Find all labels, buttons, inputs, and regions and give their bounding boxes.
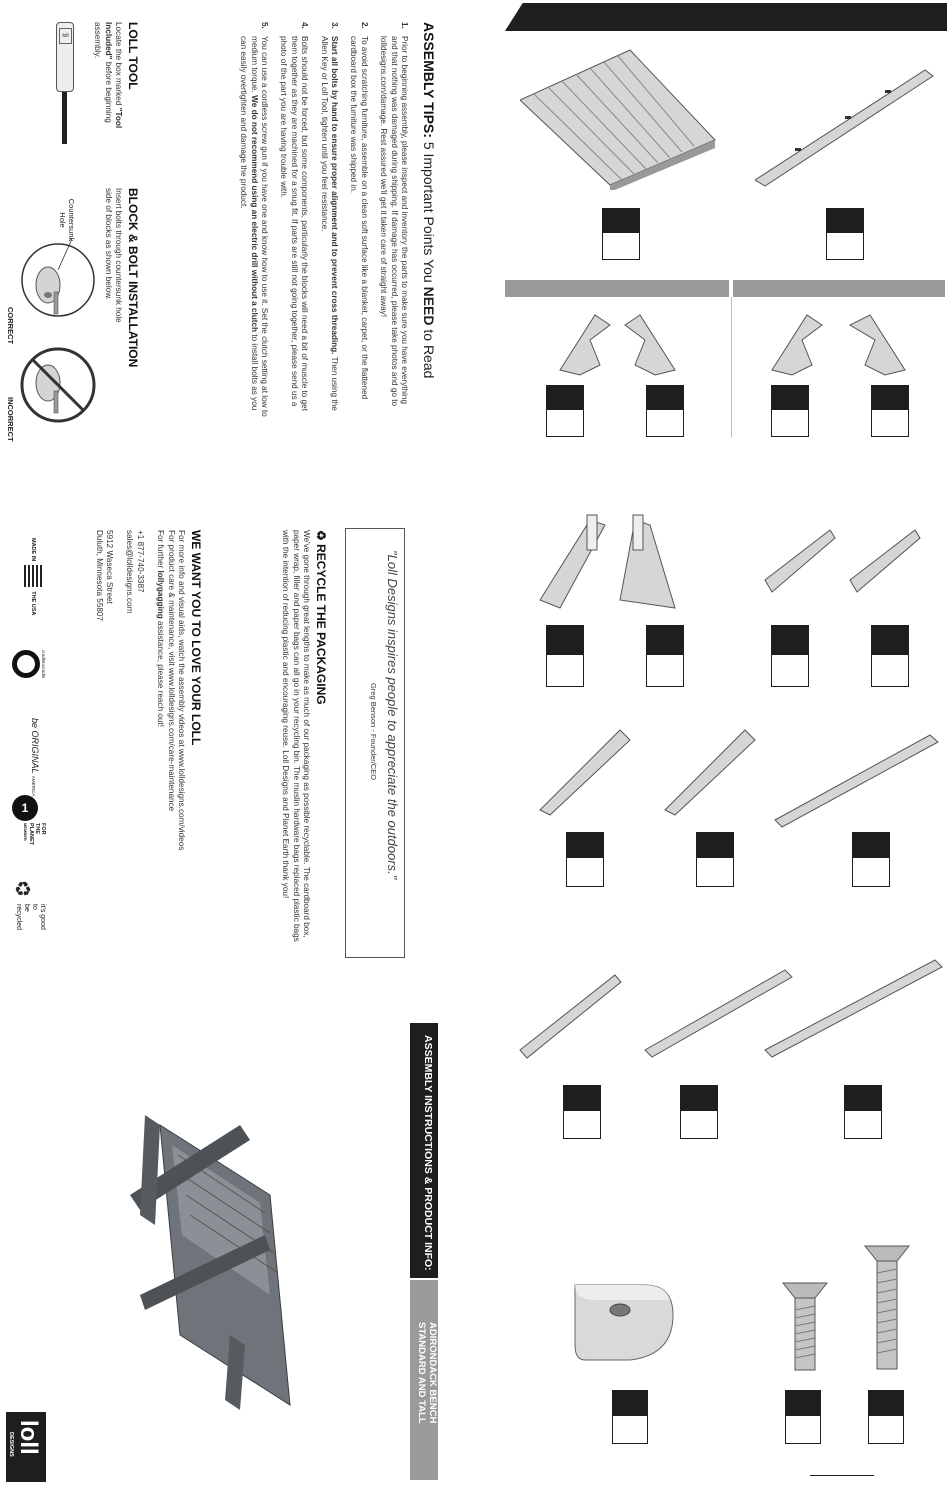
part-label <box>646 385 684 437</box>
part-label <box>868 1390 904 1444</box>
part-label <box>771 625 809 687</box>
tip-item: 5. You can use a cordless screw gun if you have one and know how to use it. Set the clutch setting at low to medium torque. We do not recommend using an electric drill without a clutch to install bolts as you can easily overtighten and damage the product. <box>239 22 269 417</box>
part-label <box>563 1085 601 1139</box>
recycle-title: RECYCLE THE PACKAGING <box>314 544 328 705</box>
category-bar-tall <box>733 280 945 297</box>
part-leg-b <box>615 510 695 610</box>
loll-tool-section <box>92 22 140 152</box>
part-label <box>566 832 604 887</box>
cradle-to-cradle-badge: cradletocradle <box>12 650 42 690</box>
tip-item: 1. Prior to beginning assembly, please inspect and inventory the parts to make sure you have everything and that nothing was damaged during shipping. If damage has occurred, please take photos and go to lolldesigns.com/damage. Rest assured we'll get it taken care of straight away! <box>379 22 409 407</box>
part-label <box>646 625 684 687</box>
address-line-2: Duluth, Minnesota 55807 <box>94 530 104 622</box>
loll-tool-logo: loll <box>59 28 72 44</box>
part-arm-b <box>845 520 925 600</box>
contact-phone: +1 877-740-3387 <box>135 530 145 593</box>
part-tapered-b <box>660 720 760 820</box>
quote-text: "Loll Designs inspires people to appreciate the outdoors." <box>385 550 400 880</box>
part-bolt-short <box>780 1280 830 1375</box>
usa-flag-icon <box>24 565 42 587</box>
recycle-text: We've gone through great lengths to make as much of our packaging as possible recyclable. The cardboard box, paper wrap, filler and paper bags can all go in your recycling bin. The muslin hardware bags replaced plastic bags with the intention of reducing plastic and encouraging reuse. Loll Designs and Planet Earth thank you! <box>281 530 311 942</box>
correct-illustration <box>18 240 98 320</box>
part-label <box>680 1085 718 1139</box>
correct-label: CORRECT <box>6 307 15 345</box>
part-long-rail-top <box>755 60 935 190</box>
made-in-usa-badge: MADE IN THE USA <box>24 538 42 618</box>
part-block <box>565 1265 680 1370</box>
be-original-badge: be ORIGINAL AMERICA <box>30 718 40 797</box>
assembly-tips-title: ASSEMBLY TIPS: <box>421 22 437 138</box>
contact-email: sales@lolldesigns.com <box>125 530 135 614</box>
tip-item: 2. To avoid scratching furniture, assemble on a clean soft surface like a blanket, carpet, or the flattened cardboard box the furniture was shipped in. <box>349 22 369 400</box>
part-label <box>844 1085 882 1139</box>
part-label <box>852 832 890 887</box>
block-bolt-section <box>102 188 140 428</box>
love-line-3: For further lollygagging assistance, please reach out! <box>156 530 166 728</box>
recycled-badge: ♻ it's good to be recycled <box>14 879 46 931</box>
assembly-tips-panel <box>229 22 437 417</box>
part-tapered-a <box>535 720 635 820</box>
category-divider <box>731 297 732 437</box>
part-label <box>546 385 584 437</box>
part-bracket-a <box>550 310 620 380</box>
recycle-section <box>280 530 328 950</box>
love-title: WE WANT YOU TO LOVE YOUR LOLL <box>189 530 203 746</box>
part-bracket-d <box>840 310 915 380</box>
address-line-1: 5912 Waseca Street <box>104 530 114 604</box>
part-bracket-b <box>615 310 685 380</box>
part-label <box>612 1390 648 1444</box>
part-seat-panel <box>520 40 720 190</box>
one-percent-icon: 1 <box>12 795 38 821</box>
part-bolt-long <box>862 1243 912 1373</box>
adirondack-bench-illustration <box>120 1095 300 1415</box>
assembly-tips-subtitle: 5 Important Points You NEED to Read <box>421 141 437 379</box>
category-bar-standard <box>505 280 729 297</box>
block-bolt-title: BLOCK & BOLT INSTALLATION <box>126 188 140 368</box>
part-label <box>785 1390 821 1444</box>
logo-main-text: loll <box>15 1420 42 1455</box>
part-long-rail-middle <box>770 730 940 830</box>
scale-rule <box>810 1475 874 1476</box>
tip-item: 4. Bolts should not be forced, but some components, particularly the blocks will need a bit of muscle to get them together as they are machined for a snug fit. If parts are still not going together, please send us a photo of the part you are having trouble with. <box>279 22 310 412</box>
loll-tool-image <box>56 22 74 142</box>
part-label <box>771 385 809 437</box>
part-leg-a <box>535 510 615 610</box>
recycle-icon: ♻ <box>314 530 328 541</box>
parts-header-bar <box>505 3 947 31</box>
quote-author: Greg Benson - Founder/CEO <box>369 683 378 781</box>
part-label <box>871 625 909 687</box>
incorrect-illustration <box>18 345 98 425</box>
part-label <box>546 625 584 687</box>
part-board-c <box>760 955 945 1065</box>
love-line-1: For more info and visual aids, watch the assembly videos at www.lolldesigns.com/videos <box>177 530 186 851</box>
part-label <box>602 208 640 260</box>
part-label <box>696 832 734 887</box>
part-board-a <box>515 970 625 1065</box>
part-bracket-c <box>762 310 832 380</box>
block-bolt-text: Insert bolts through countersunk hole side of blocks as shown below. <box>103 188 123 323</box>
cover-product-title: ADIRONDACK BENCH STANDARD AND TALL <box>416 1322 438 1424</box>
cradle-icon <box>12 650 40 678</box>
part-label <box>871 385 909 437</box>
part-arm-a <box>760 520 840 600</box>
loll-tool-text: Locate the box marked "Tool Included" before beginning assembly. <box>93 22 123 129</box>
loll-tool-title: LOLL TOOL <box>126 22 140 90</box>
cover-header-text: ASSEMBLY INSTRUCTIONS & PRODUCT INFO: <box>422 1035 434 1271</box>
part-label <box>826 208 864 260</box>
one-percent-planet-badge: 1 FOR THE PLANET MEMBER <box>10 795 46 845</box>
love-section <box>93 530 203 950</box>
recycle-badge-icon: ♻ <box>14 879 32 901</box>
incorrect-label: INCORRECT <box>6 397 15 442</box>
love-line-2: For product care & maintenance, visit www.lolldesigns.com/care-maintenance <box>166 530 176 812</box>
logo-sub-text: DESIGNS <box>8 1432 14 1457</box>
countersunk-label: Countersunk Hole <box>58 198 76 242</box>
tip-item: 3. Start all bolts by hand to ensure proper alignment and to prevent cross threading. Then using the Allen Key or Loll Tool, tighten until you feel resistance. <box>319 22 339 411</box>
